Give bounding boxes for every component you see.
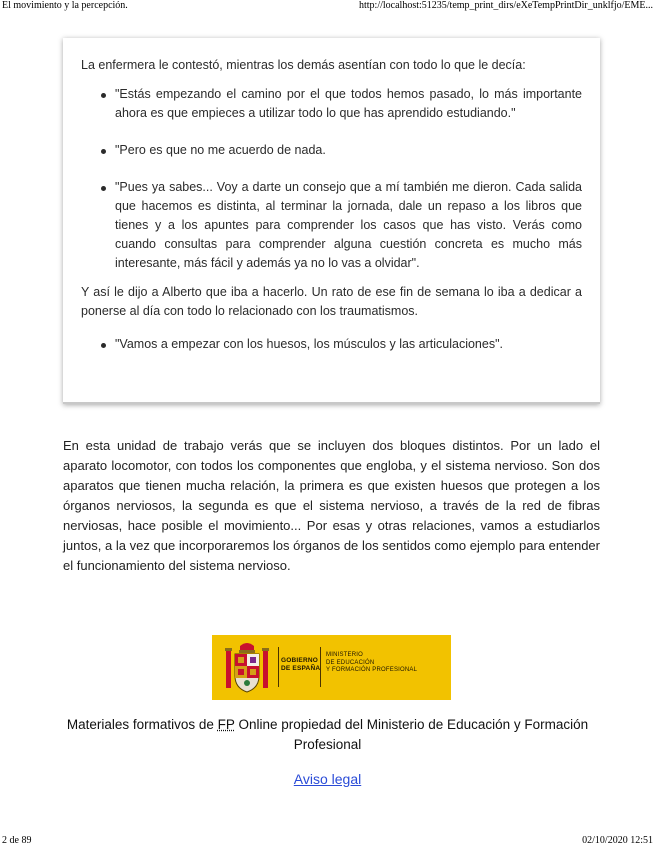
list-item: "Vamos a empezar con los huesos, los músculos y las articulaciones". [81,335,582,354]
fp-abbreviation: FP [217,717,235,732]
legal-notice-link[interactable]: Aviso legal [293,771,362,787]
print-header-url: http://localhost:51235/temp_print_dirs/eXeTempPrintDir_unklfjo/EME... [359,0,653,11]
closing-after: que iba a hacerlo. Un rato de ese fin de semana lo iba a dedicar a ponerse al día con todo lo relacionado con los traumatismos. [81,285,582,318]
ministry-line: Y FORMACIÓN PROFESIONAL [326,667,418,673]
list-item: "Pero es que no me acuerdo de nada. [81,141,582,160]
list-item: "Pues ya sabes... Voy a darte un consejo que a mí también me dieron. Cada salida que hacemos es distinta, al terminar la jornada, dale un repaso a los libros que tienes y a los apuntes para comprender los casos que has visto. Verás como cuando consultas para comprender alguna cuestión concreta es mucho más interesante, más fácil y además ya no lo vas a olvidar". [81,178,582,273]
closing-before: Y así le dijo a [81,285,163,299]
ministry-logo [212,635,451,700]
logo-government-text [281,657,320,673]
closing-name: Alberto [162,285,202,299]
print-datetime: 02/10/2020 12:51 [582,835,653,846]
gov-line: GOBIERNO [281,657,318,664]
logo-divider [278,647,279,687]
quote-list [81,85,582,273]
credits-text [40,715,615,755]
logo-ministry-text [326,652,417,675]
ministry-line: DE EDUCACIÓN [326,659,375,666]
logo-divider [320,647,321,687]
card-closing [81,283,582,321]
coat-of-arms-icon [224,640,270,695]
credit-before: Materiales formativos de [66,717,218,732]
final-quote-list [81,335,582,354]
narrative-card [63,38,600,404]
card-intro: La enfermera le contestó, mientras los demás asentían con todo lo que le decía: [81,58,526,72]
list-item: "Estás empezando el camino por el que todos hemos pasado, lo más importante ahora es que empieces a utilizar todo lo que has aprendido estudiando." [81,85,582,123]
print-footer [0,834,655,848]
credit-after: Online propiedad del Ministerio de Educación y Formación Profesional [234,717,589,752]
ministry-line: MINISTERIO [326,652,364,658]
print-header-title: El movimiento y la percepción. [2,0,128,11]
page-counter: 2 de 89 [2,835,32,846]
print-header [0,0,655,14]
gov-line: DE ESPAÑA [281,665,321,672]
unit-introduction: En esta unidad de trabajo verás que se incluyen dos bloques distintos. Por un lado el aparato locomotor, con todos los componentes que engloba, y el sistema nervioso. Son dos aparatos que tienen mucha relación, la primera es que existen huesos que protegen a los órganos nerviosos, la segunda es que el sistema nervioso, a través de la red de fibras nerviosas, hace posible el movimiento... Por esas y otras relaciones, vamos a estudiarlos juntos, a la vez que incorporaremos los órganos de los sentidos como ejemplo para entender el funcionamiento del sistema nervioso. [63,438,600,573]
